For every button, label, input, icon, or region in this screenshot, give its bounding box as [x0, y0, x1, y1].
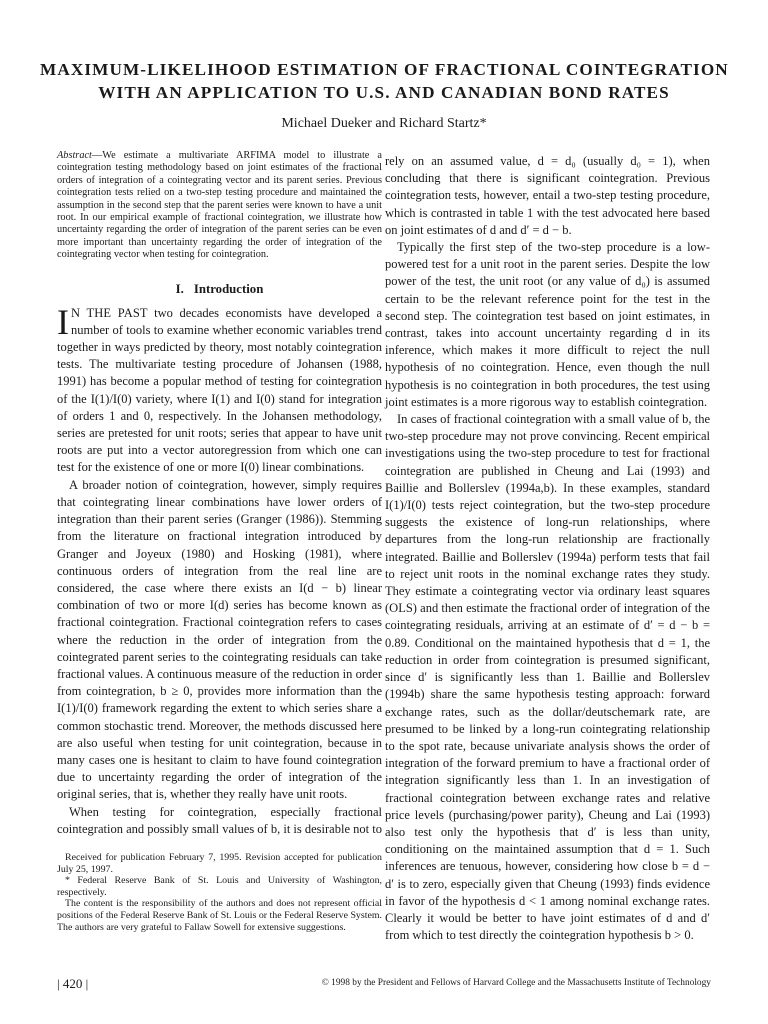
- right-paragraph-1: rely on an assumed value, d = d₀ (usually d₀ = 1), when concluding that there is significant cointegration. Previous cointegration tests, however, entail a two-step testing procedure, which is contrasted in table 1 with the test advocated here based on joint estimates of d and d′ = d − b.: [385, 154, 710, 237]
- abstract-label: Abstract: [57, 150, 92, 161]
- abstract: [57, 150, 382, 262]
- section-title: Introduction: [193, 281, 264, 296]
- right-paragraph-3: In cases of fractional cointegration with a small value of b, the two-step procedure may not prove convincing. Recent empirical investigations using the two-step procedure to test for fractional cointegration are published in Cheung and Lai (1993) and Baillie and Bollerslev (1994a,b). In these examples, standard I(1)/I(0) tests reject cointegration, but the two-step procedure suggests the existence of long-run relationships, where departures from the long-run relationship are fractionally integrated. Baillie and Bollerslev (1994a) perform tests that fail to reject unit roots in the nominal exchange rates they study. They estimate a cointegrating vector via ordinary least squares (OLS) and then estimate the fractional order of integration of the cointegrating residuals, arriving at an estimate of d′ = d − b = 0.89. Conditional on the maintained hypothesis that d = 1, the reduction in order from cointegration is presumed significant, since d′ is significantly less than 1. Baillie and Bollerslev (1994b) share the same hypothesis testing approach: forward exchange rates, such as the dollar/deutschemark rate, are presumed to be linked by a long-run cointegrating relationship to the spot rate, because univariate analysis shows the order of integration of the forward premium to have a fractional order of integration significantly less than 1. In an investigation of fractional cointegration between exchange rates and relative price levels (purchasing/power parity), Cheung and Lai (1993) also test only the hypothesis that d′ is less than unity, conditioning on the maintained assumption that d = 1. Such inferences are tenuous, however, considering how close b = d − d′ is to zero, especially given that Cheung (1993) finds evidence in favor of the hypothesis d < 1 among nominal exchange rates. Clearly it would be better to have joint estimates of d and d′ from which to test directly the cointegration hypothesis b > 0.: [385, 412, 710, 943]
- abstract-text: —We estimate a multivariate ARFIMA model to illustrate a cointegration testing methodology based on joint estimates of the fractional orders of integration of a cointegrating vector and its parent series. Previous cointegration tests relied on a two-step testing procedure and maintained the assumption in the second step that the parent series were known to have a unit root. In our empirical example of fractional cointegration, we illustrate how uncertainty regarding the order of integration of the parent series can be even more important than uncertainty regarding the order of integration of the cointegrating vector when testing for cointegration.: [57, 150, 382, 261]
- title-line-1: MAXIMUM-LIKELIHOOD ESTIMATION OF FRACTIONAL COINTEGRATION: [40, 60, 729, 79]
- footnote-received: Received for publication February 7, 1995. Revision accepted for publication July 25, 1997.: [57, 852, 382, 875]
- section-number: I.: [175, 281, 184, 296]
- title-line-2: WITH AN APPLICATION TO U.S. AND CANADIAN BOND RATES: [98, 83, 670, 102]
- right-paragraph-2: Typically the first step of the two-step procedure is a low-powered test for a unit root in the parent series. Despite the low power of the test, the unit root (or any value of d₀) is assumed certain to be the relevant reference point for the test in the second step. The cointegration test based on joint estimates, in contrast, takes into account uncertainty regarding d in its inference, which makes it more difficult to reject the null hypothesis of no cointegration. Hence, even though the null hypothesis is no cointegration in both procedures, the test using joint estimates is a more rigorous way to establish cointegration.: [385, 240, 710, 409]
- page-number: | 420 |: [57, 976, 89, 991]
- left-column: [57, 150, 382, 838]
- intro-paragraph-1-text: two decades economists have developed a number of tools to examine whether economic variables trend together in ways predicted by theory, most notably cointegration tests. The multivariate testing procedure of Johansen (1988, 1991) has become a popular method of testing for cointegration of the I(1)/I(0) variety, where I(1) and I(0) stand for integration of orders 1 and 0, respectively. In the Johansen methodology, series are pretested for unit roots; series that appear to have unit roots are put into a vector autoregression from which one can test for the existence of one or more I(0) linear combinations.: [57, 305, 382, 475]
- intro-paragraph-2: A broader notion of cointegration, however, simply requires that cointegrating linear combinations have lower orders of integration than their parent series (Granger (1986)). Stemming from the literature on fractional integration introduced by Granger and Joyeux (1980) and Hosking (1981), where continuous orders of integration from the real line are considered, the case where there exists an I(d − b) linear combination of two or more I(d) series has become known as fractional cointegration. Fractional cointegration refers to cases where the reduction in the order of integration from the cointegrated parent series to the cointegrating residuals can take fractional values. A continuous measure of the reduction in order from cointegration, b ≥ 0, provides more information than the I(1)/I(0) framework regarding the extent to which series share a common stochastic trend. Moreover, the methods discussed here are also useful when testing for unit cointegration, because in many cases one is hesitant to claim to have found cointegration due to uncertainty regarding the order of integration of the original series, that is, whether they really have unit roots.: [57, 477, 382, 802]
- footnotes: [57, 852, 382, 933]
- intro-paragraph-3: When testing for cointegration, especially fractional cointegration and possibly small values of b, it is desirable not to: [57, 804, 382, 836]
- footnote-affiliation: * Federal Reserve Bank of St. Louis and University of Washington, respectively.: [57, 875, 382, 898]
- footnote-disclaimer: The content is the responsibility of the authors and does not represent official positions of the Federal Reserve Bank of St. Louis or the Federal Reserve System. The authors are very grateful to Fallaw Sowell for extensive suggestions.: [57, 898, 382, 933]
- section-heading-introduction: [57, 282, 382, 297]
- drop-cap: I: [57, 301, 69, 342]
- copyright-notice: © 1998 by the President and Fellows of Harvard College and the Massachusetts Institute of Technology: [321, 978, 711, 988]
- article-title: [40, 58, 728, 104]
- right-column: [385, 153, 710, 944]
- intro-opening-caps: N THE PAST: [71, 305, 148, 320]
- page-footer: [57, 976, 711, 996]
- intro-paragraph-1: [57, 301, 382, 477]
- author-line: Michael Dueker and Richard Startz*: [281, 116, 487, 131]
